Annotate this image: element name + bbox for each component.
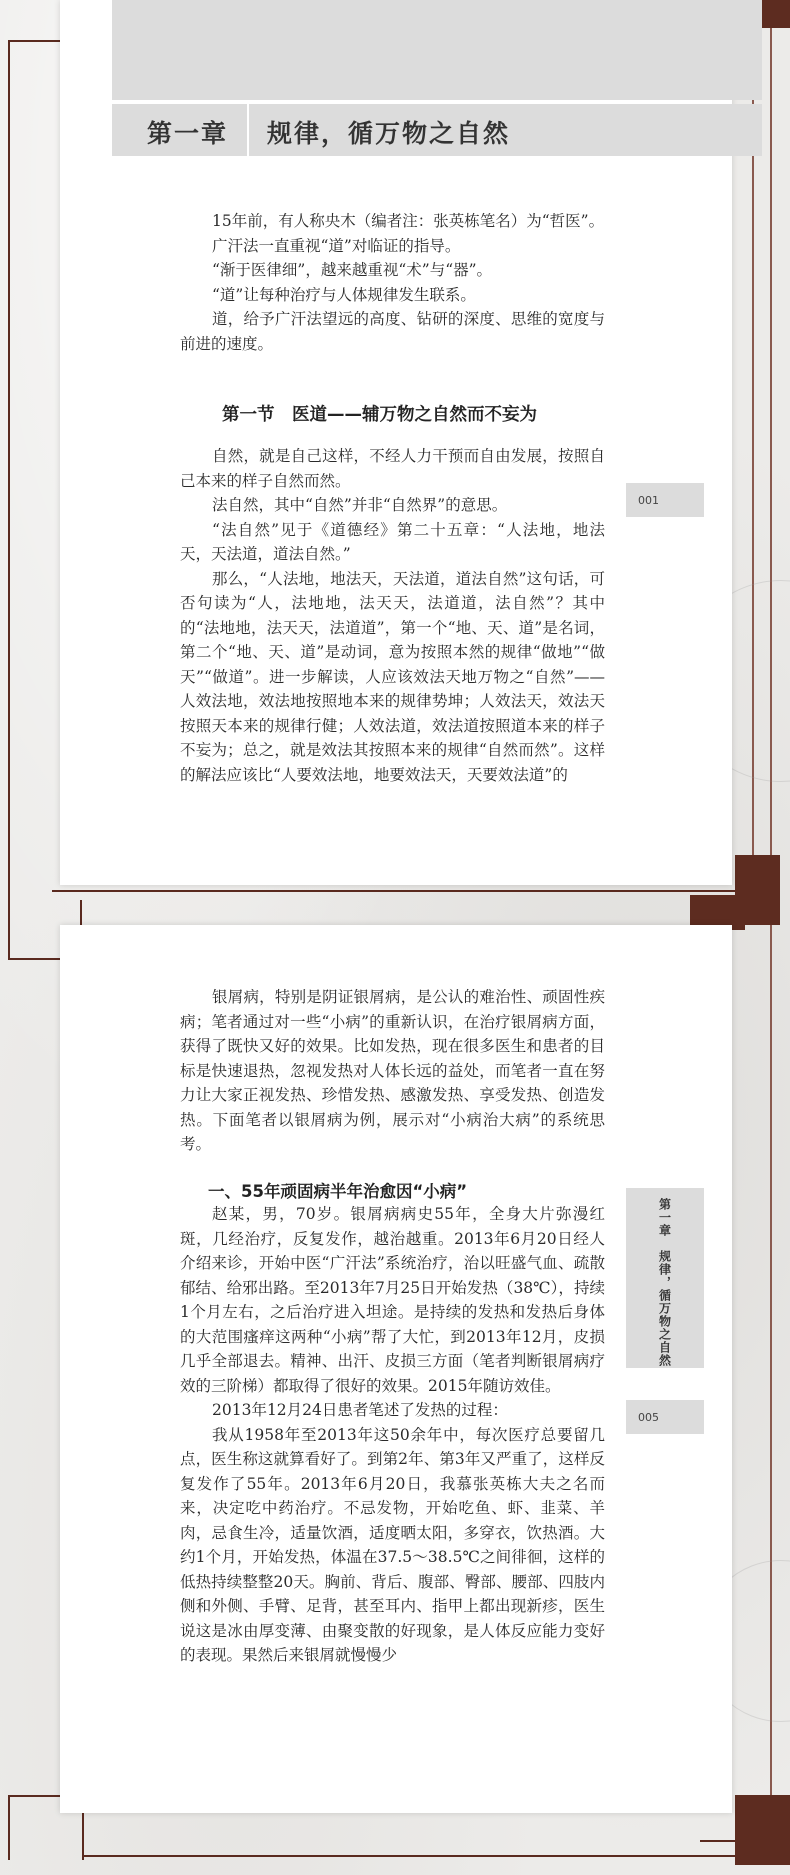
paragraph: “法自然”见于《道德经》第二十五章：“人法地，地法天，天法道，道法自然。”	[180, 520, 605, 563]
intro-paragraph	[180, 209, 605, 356]
frame-line	[82, 1855, 742, 1857]
body-text	[180, 444, 605, 787]
paragraph: 赵某，男，70岁。银屑病病史55年，全身大片弥漫红斑，几经治疗，反复发作，越治越重。2013年6月20日经人介绍来诊，开始中医“广汗法”系统治疗，治以旺盛气血、疏散郁结、给邪出路。至2013年7月25日开始发热（38℃），持续1个月左右，之后治疗进入坦途。是持续的发热和发热后身体的大范围瘙痒这两种“小病”帮了大忙，到2013年12月，皮损几乎全部退去。精神、出汗、皮损三方面（笔者判断银屑病疗效的三阶梯）都取得了很好的效果。2015年随访效佳。	[180, 1205, 605, 1395]
body-text	[180, 985, 605, 1157]
frame-line	[52, 890, 742, 892]
paragraph: 2013年12月24日患者笔述了发热的过程：	[212, 1401, 508, 1419]
paragraph: 自然，就是自己这样，不经人力干预而自由发展，按照自己本来的样子自然而然。	[180, 447, 605, 490]
text-line: “道”让每种治疗与人体规律发生联系。	[212, 285, 476, 304]
subsection-heading: 一、55年顽固病半年治愈因“小病”	[208, 1182, 468, 1201]
paragraph: 法自然，其中“自然”并非“自然界”的意思。	[212, 496, 508, 514]
section-heading: 第一节 医道——辅万物之自然而不妄为	[222, 405, 537, 425]
text-line: 15年前，有人称央木（编者注：张英栋笔名）为“哲医”。	[212, 212, 605, 230]
text-line: 广汗法一直重视“道”对临证的指导。	[212, 236, 461, 255]
frame-line	[8, 895, 10, 960]
body-text	[180, 1202, 605, 1668]
corner-block	[735, 1795, 790, 1865]
chapter-side-tab: 第一章 规律，循万物之自然	[626, 1188, 704, 1368]
paragraph: 那么，“人法地，地法天，天法道，道法自然”这句话，可否句读为“人，法地地，法天天，法道道，法自然”？其中的“法地地，法天天，法道道”，第一个“地、天、道”是名词，第二个“地、天、道”是动词，意为按照本然的规律“做地”“做天”“做道”。进一步解读，人应该效法天地万物之“自然”——人效法地，效法地按照地本来的规律势坤；人效法天，效法天按照天本来的规律行健；人效法道，效法道按照道本来的样子不妄为；总之，就是效法其按照本来的规律“自然而然”。这样的解法应该比“人要效法地，地要效法天，天要效法道”的	[180, 569, 605, 784]
paragraph: 我从1958年至2013年这50余年中，每次医疗总要留几点，医生称这就算看好了。到第2年、第3年又严重了，这样反复发作了55年。2013年6月20日，我慕张英栋大夫之名而来，决定吃中药治疗。不忌发物，开始吃鱼、虾、韭菜、羊肉，忌食生冷，适量饮酒，适度晒太阳，多穿衣，饮热酒。大约1个月，开始发热，体温在37.5～38.5℃之间徘徊，这样的低热持续整整20天。胸前、背后、腹部、臀部、腰部、四肢内侧和外侧、手臂、足背，甚至耳内、指甲上都出现新疹，医生说这是冰由厚变薄、由聚变散的好现象，是人体反应能力变好的表现。果然后来银屑就慢慢少	[180, 1425, 605, 1664]
page-number-tab: 005	[626, 1400, 704, 1434]
paragraph: 银屑病，特别是阴证银屑病，是公认的难治性、顽固性疾病；笔者通过对一些“小病”的重新认识，在治疗银屑病方面，获得了既快又好的效果。比如发热，现在很多医生和患者的目标是快速退热，忽视发热对人体长远的益处，而笔者一直在努力让大家正视发热、珍惜发热、感激发热、享受发热、创造发热。下面笔者以银屑病为例，展示对“小病治大病”的系统思考。	[180, 988, 605, 1153]
frame-line	[8, 40, 10, 900]
chapter-number: 第一章	[147, 119, 229, 148]
text-line: 道，给予广汗法望远的高度、钻研的深度、思维的宽度与前进的速度。	[180, 310, 605, 353]
frame-line	[8, 40, 68, 42]
chapter-heading-bar	[112, 104, 762, 156]
chapter-title: 规律，循万物之自然	[267, 119, 511, 148]
page-number-tab: 001	[626, 483, 704, 517]
text-line: “渐于医律细”，越来越重视“术”与“器”。	[212, 261, 493, 279]
page-header-band	[112, 0, 762, 100]
frame-line	[8, 1795, 10, 1860]
